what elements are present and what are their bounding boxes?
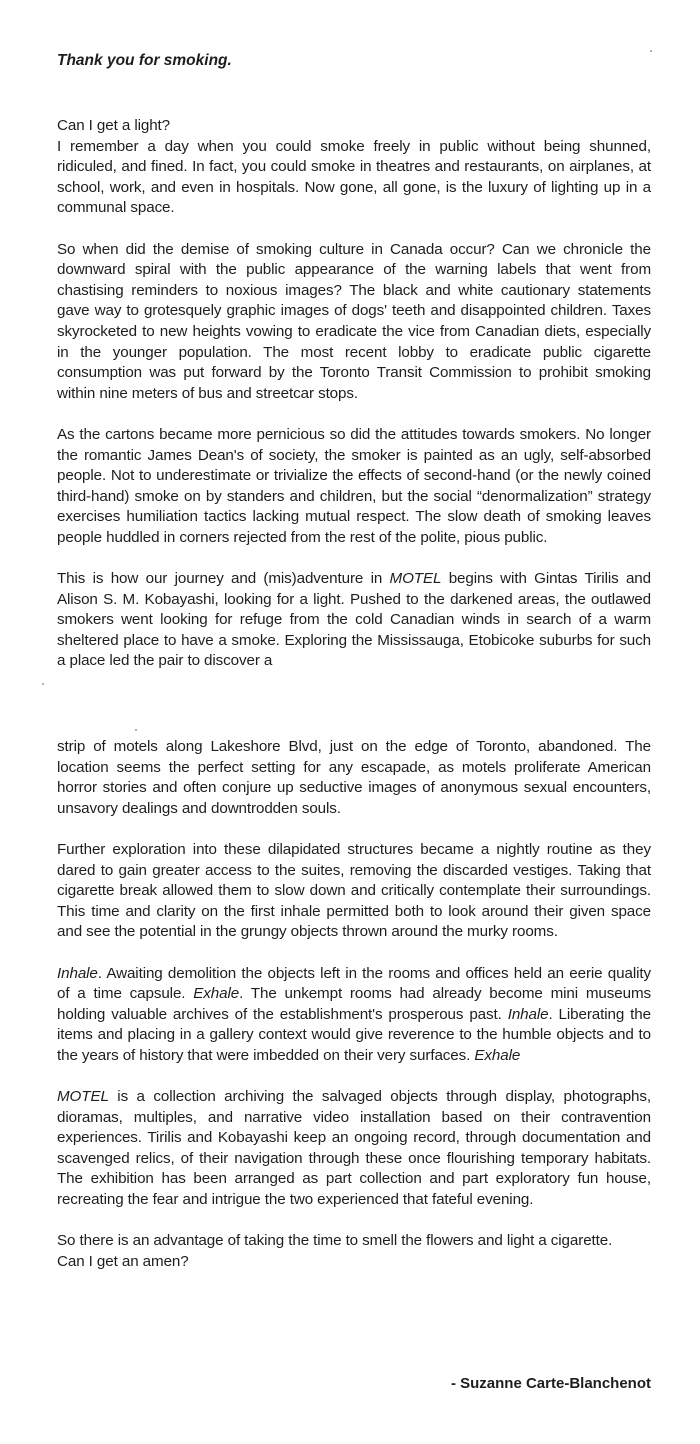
paragraph-2: So when did the demise of smoking culture in Canada occur? Can we chronicle the downward spiral with the public appearance of the warning labels that went from chastising reminders to noxious images? The black and white cautionary statements gave way to grotesquely graphic images of dogs' teeth and disappointed children. Taxes skyrocketed to new heights vowing to eradicate the vice from Canadian diets, especially in the younger population. The most recent lobby to eradicate public cigarette consumption was put forward by the Toronto Transit Commission to prohibit smoking within nine meters of bus and streetcar stops. [57,240,651,402]
paragraph-7-text-a: . Awaiting demolition the objects left in the rooms and offices held an eerie quality of a time capsule. [57,964,651,1003]
closing-question: Can I get an amen? [57,1252,189,1270]
exhale-italic: Exhale [193,985,240,1003]
paragraph-1-body: I remember a day when you could smoke freely in public without being shunned, ridiculed, and fined. In fact, you could smoke in theatres and restaurants, on airplanes, at school, work, and even in hospitals. Now gone, all gone, is the luxury of lighting up in a communal space. [57,137,651,217]
inhale-italic: Inhale [507,1005,549,1023]
opening-question: Can I get a light? [57,117,171,134]
paragraph-7 [57,964,651,1067]
essay-body-lower [57,737,651,1293]
paragraph-closing [57,1231,651,1272]
print-speck [650,50,652,52]
inhale-italic: Inhale [57,964,98,982]
paragraph-7-text-c: . Liberating the items and placing in a gallery context would give reverence to the humble objects and to the years of history that were imbedded on their very surfaces. [57,1005,651,1064]
document-title: Thank you for smoking. [57,52,232,69]
exhale-italic: Exhale [474,1046,521,1064]
paragraph-4-text-b: begins with Gintas Tirilis and Alison S. M. Kobayashi, looking for a light. Pushed to the darkened areas, the outlawed smokers went looking for refuge from the cold Canadian winds in search of a warm sheltered place to have a smoke. Exploring the Mississauga, Etobicoke suburbs for such a place led the pair to discover a [57,570,651,670]
motel-title-italic: MOTEL [57,1088,109,1106]
print-speck [135,729,137,731]
paragraph-6: Further exploration into these dilapidated structures became a nightly routine as they dared to gain greater access to the suites, removing the discarded vestiges. Taking that cigarette break allowed them to slow down and critically contemplate their surroundings. This time and clarity on the first inhale permitted both to look around their given space and see the potential in the grungy objects thrown around the murky rooms. [57,840,651,941]
essay-body-upper [57,116,651,693]
closing-text: So there is an advantage of taking the time to smell the flowers and light a cigarette. [57,1232,613,1250]
author-signature: - Suzanne Carte-Blanchenot [450,1375,651,1392]
paragraph-3: As the cartons became more pernicious so did the attitudes towards smokers. No longer the romantic James Dean's of society, the smoker is painted as an ugly, self-absorbed people. Not to underestimate or trivialize the effects of second-hand (or the newly coined third-hand) smoke on by standers and children, but the social “denormalization” strategy exercises humiliation tactics lacking mutual respect. The slow death of smoking leaves people huddled in corners rejected from the rest of the polite, pious public. [57,425,651,546]
motel-title-italic: MOTEL [389,570,442,588]
paragraph-4 [57,569,651,672]
paragraph-8 [57,1087,651,1211]
paragraph-7-text-b: . The unkempt rooms had already become mini museums holding valuable archives of the establishment's prosperous past. [57,985,651,1023]
paragraph-4-text-a: This is how our journey and (mis)adventure in [57,570,390,588]
paragraph-opening [57,116,651,219]
paragraph-8-text: is a collection archiving the salvaged objects through display, photographs, dioramas, multiples, and narrative video installation based on their contravention experiences. Tirilis and Kobayashi keep an ongoing record, through documentation and scavenged relics, of their navigation through these once flourishing temporary habitats. The exhibition has been arranged as part collection and part exploratory fun house, recreating the fear and intrigue the two experienced that fateful evening. [57,1088,651,1209]
print-speck [42,683,44,685]
paragraph-5: strip of motels along Lakeshore Blvd, just on the edge of Toronto, abandoned. The location seems the perfect setting for any escapade, as motels proliferate American horror stories and often conjure up seductive images of anonymous sexual encounters, unsavory dealings and downtrodden souls. [57,738,651,817]
